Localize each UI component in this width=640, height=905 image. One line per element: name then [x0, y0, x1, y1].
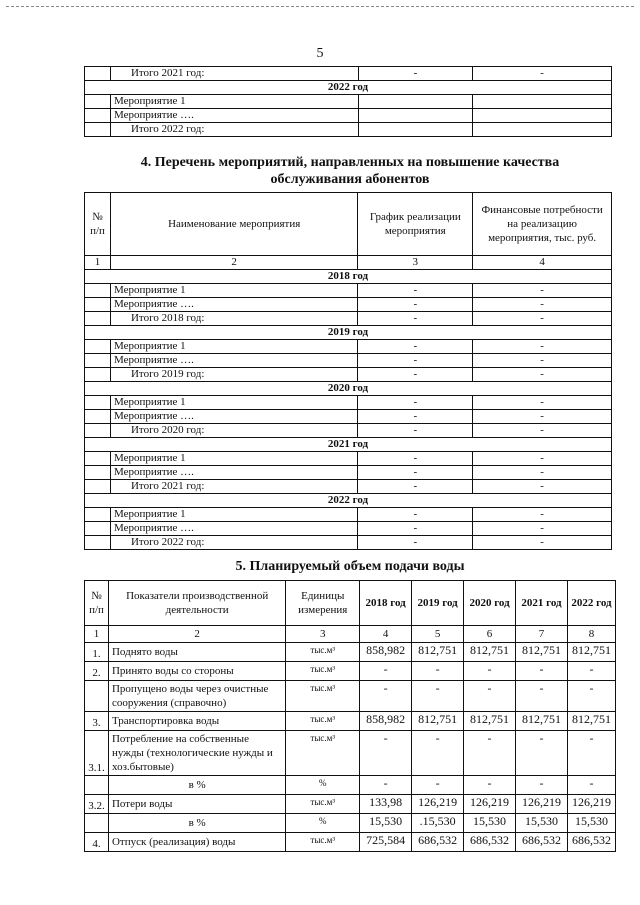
value-cell: 126,219 [516, 795, 568, 814]
dash-cell: - [358, 452, 473, 466]
table-row [85, 396, 612, 410]
table-row [85, 814, 616, 833]
col-header-num: № п/п [85, 581, 109, 626]
dash-cell: - [473, 480, 612, 494]
indicator-name: Поднято воды [108, 643, 285, 662]
indicator-name: Потребление на собственные нужды (технологические нужды и хоз.бытовые) [108, 731, 285, 776]
event-label: Мероприятие …. [110, 354, 357, 368]
table-row [85, 312, 612, 326]
col-header-unit: Единицы измерения [286, 581, 360, 626]
col-number: 2 [108, 626, 285, 643]
table-row [85, 368, 612, 382]
dash-cell: - [358, 354, 473, 368]
value-cell: 126,219 [464, 795, 516, 814]
unit-cell: тыс.м³ [286, 681, 360, 712]
value-cell: - [360, 776, 412, 795]
dash-cell: - [358, 396, 473, 410]
value-cell: 812,751 [464, 643, 516, 662]
value-cell: 686,532 [567, 833, 615, 852]
year-label: 2022 год [85, 81, 612, 95]
year-label: 2018 год [85, 270, 612, 284]
dash-cell: - [358, 368, 473, 382]
dash-cell: - [473, 410, 612, 424]
year-row [85, 270, 612, 284]
indicator-name: Потери воды [108, 795, 285, 814]
row-number: 3.2. [85, 795, 109, 814]
col-number: 3 [358, 256, 473, 270]
value-cell: - [567, 731, 615, 776]
table-row [85, 508, 612, 522]
value-cell: - [464, 681, 516, 712]
indicator-name: Пропущено воды через очистные сооружения (справочно) [108, 681, 285, 712]
value-cell: - [360, 681, 412, 712]
dash-cell: - [473, 522, 612, 536]
dash-cell: - [473, 298, 612, 312]
col-number: 8 [567, 626, 615, 643]
event-label: Мероприятие 1 [110, 508, 357, 522]
row-number: 4. [85, 833, 109, 852]
table-row [85, 109, 612, 123]
year-label: 2020 год [85, 382, 612, 396]
total-label: Итого 2020 год: [110, 424, 357, 438]
table-row [85, 340, 612, 354]
total-label: Итого 2021 год: [110, 480, 357, 494]
value-cell: - [567, 776, 615, 795]
table-row [85, 795, 616, 814]
col-header-num: № п/п [85, 193, 111, 256]
col-header-2022: 2022 год [567, 581, 615, 626]
event-label: Мероприятие 1 [110, 452, 357, 466]
dash-cell: - [358, 312, 473, 326]
value-cell: 858,982 [360, 712, 412, 731]
dash-cell: - [358, 298, 473, 312]
value-cell: 15,530 [516, 814, 568, 833]
value-cell: - [567, 681, 615, 712]
value-cell: .15,530 [412, 814, 464, 833]
dash-cell: - [473, 452, 612, 466]
indicator-name: Транспортировка воды [108, 712, 285, 731]
year-label: 2021 год [85, 438, 612, 452]
value-cell: 725,584 [360, 833, 412, 852]
value-cell: 15,530 [360, 814, 412, 833]
dash-cell: - [473, 340, 612, 354]
value-cell: 15,530 [464, 814, 516, 833]
table-row [85, 731, 616, 776]
dash-cell: - [473, 424, 612, 438]
unit-cell: тыс.м³ [286, 833, 360, 852]
unit-cell: тыс.м³ [286, 795, 360, 814]
value-cell: - [516, 731, 568, 776]
table-row [85, 466, 612, 480]
value-cell: 812,751 [412, 712, 464, 731]
value-cell: - [464, 662, 516, 681]
value-cell: - [516, 776, 568, 795]
col-number: 2 [110, 256, 357, 270]
water-supply-table [84, 580, 616, 852]
value-cell: - [360, 731, 412, 776]
unit-cell: тыс.м³ [286, 731, 360, 776]
indicator-name: Отпуск (реализация) воды [108, 833, 285, 852]
year-row [85, 494, 612, 508]
col-number: 3 [286, 626, 360, 643]
unit-cell: тыс.м³ [286, 662, 360, 681]
dash-cell: - [473, 508, 612, 522]
col-header-2018: 2018 год [360, 581, 412, 626]
section5-title: 5. Планируемый объем подачи воды [235, 559, 465, 574]
dash-cell: - [358, 522, 473, 536]
col-number: 1 [85, 626, 109, 643]
dash-cell: - [473, 396, 612, 410]
total-label: Итого 2021 год: [110, 67, 358, 81]
page-number: 5 [316, 46, 324, 61]
table-row [85, 452, 612, 466]
col-header-indicator: Показатели производственной деятельности [108, 581, 285, 626]
value-cell: 686,532 [412, 833, 464, 852]
table-row [85, 833, 616, 852]
year-row [85, 382, 612, 396]
dash-cell: - [358, 67, 473, 81]
row-number [85, 814, 109, 833]
year-label: 2019 год [85, 326, 612, 340]
total-label: Итого 2022 год: [110, 536, 357, 550]
scan-top-edge [6, 6, 634, 7]
events-table [84, 192, 612, 550]
col-header-2019: 2019 год [412, 581, 464, 626]
value-cell: - [360, 662, 412, 681]
col-number: 4 [360, 626, 412, 643]
dash-cell: - [473, 354, 612, 368]
event-label: Мероприятие 1 [110, 95, 358, 109]
unit-cell: % [286, 776, 360, 795]
value-cell: - [516, 662, 568, 681]
table-row [85, 536, 612, 550]
col-header-schedule: График реализации мероприятия [358, 193, 473, 256]
total-label: Итого 2018 год: [110, 312, 357, 326]
dash-cell: - [358, 480, 473, 494]
dash-cell: - [473, 466, 612, 480]
value-cell: - [567, 662, 615, 681]
value-cell: - [464, 776, 516, 795]
row-number: 1. [85, 643, 109, 662]
dash-cell: - [358, 410, 473, 424]
row-number: 3.1. [85, 731, 109, 776]
col-header-2021: 2021 год [516, 581, 568, 626]
value-cell: 686,532 [516, 833, 568, 852]
col-number: 1 [85, 256, 111, 270]
year-label: 2022 год [85, 494, 612, 508]
year-row [85, 81, 612, 95]
event-label: Мероприятие …. [110, 298, 357, 312]
dash-cell: - [473, 67, 612, 81]
table-row [85, 522, 612, 536]
unit-cell: тыс.м³ [286, 712, 360, 731]
table-row [85, 410, 612, 424]
value-cell: 812,751 [567, 712, 615, 731]
header-row [85, 581, 616, 626]
value-cell: - [412, 681, 464, 712]
value-cell: - [464, 731, 516, 776]
event-label: Мероприятие …. [110, 466, 357, 480]
value-cell: 812,751 [464, 712, 516, 731]
row-number: 2. [85, 662, 109, 681]
table-row [85, 480, 612, 494]
dash-cell: - [473, 284, 612, 298]
col-header-finance: Финансовые потребности на реализацию мероприятия, тыс. руб. [473, 193, 612, 256]
total-label: Итого 2019 год: [110, 368, 357, 382]
value-cell: 126,219 [567, 795, 615, 814]
value-cell: - [412, 662, 464, 681]
value-cell: 812,751 [567, 643, 615, 662]
table-row [85, 776, 616, 795]
value-cell: 858,982 [360, 643, 412, 662]
table-row [85, 424, 612, 438]
dash-cell: - [473, 536, 612, 550]
table-row [85, 354, 612, 368]
section4-title: 4. Перечень мероприятий, направленных на повышение качества обслуживания абонентов [140, 155, 560, 187]
value-cell: 812,751 [412, 643, 464, 662]
col-number: 7 [516, 626, 568, 643]
header-row [85, 193, 612, 256]
value-cell: - [412, 776, 464, 795]
table-row [85, 298, 612, 312]
col-header-2020: 2020 год [464, 581, 516, 626]
row-number [85, 681, 109, 712]
col-number: 4 [473, 256, 612, 270]
dash-cell: - [358, 508, 473, 522]
value-cell: - [516, 681, 568, 712]
unit-cell: тыс.м³ [286, 643, 360, 662]
table-row [85, 95, 612, 109]
year-row [85, 326, 612, 340]
col-number: 6 [464, 626, 516, 643]
table-row [85, 284, 612, 298]
top-table [84, 66, 612, 137]
dash-cell: - [473, 368, 612, 382]
value-cell: - [412, 731, 464, 776]
value-cell: 15,530 [567, 814, 615, 833]
indicator-name: Принято воды со стороны [108, 662, 285, 681]
table-row [85, 712, 616, 731]
table-row [85, 643, 616, 662]
table-row [85, 662, 616, 681]
event-label: Мероприятие 1 [110, 340, 357, 354]
table-row [85, 67, 612, 81]
table-row [85, 681, 616, 712]
col-header-name: Наименование мероприятия [110, 193, 357, 256]
total-label: Итого 2022 год: [110, 123, 358, 137]
value-cell: 812,751 [516, 712, 568, 731]
col-number: 5 [412, 626, 464, 643]
value-cell: 686,532 [464, 833, 516, 852]
value-cell: 133,98 [360, 795, 412, 814]
event-label: Мероприятие 1 [110, 396, 357, 410]
year-row [85, 438, 612, 452]
event-label: Мероприятие …. [110, 410, 357, 424]
event-label: Мероприятие …. [110, 522, 357, 536]
indicator-name: в % [108, 776, 285, 795]
table-row [85, 123, 612, 137]
dash-cell: - [358, 340, 473, 354]
col-number-row [85, 626, 616, 643]
unit-cell: % [286, 814, 360, 833]
col-number-row [85, 256, 612, 270]
dash-cell: - [358, 284, 473, 298]
event-label: Мероприятие 1 [110, 284, 357, 298]
dash-cell: - [358, 424, 473, 438]
value-cell: 812,751 [516, 643, 568, 662]
dash-cell: - [358, 536, 473, 550]
row-number: 3. [85, 712, 109, 731]
row-number [85, 776, 109, 795]
event-label: Мероприятие …. [110, 109, 358, 123]
dash-cell: - [358, 466, 473, 480]
dash-cell: - [473, 312, 612, 326]
value-cell: 126,219 [412, 795, 464, 814]
indicator-name: в % [108, 814, 285, 833]
